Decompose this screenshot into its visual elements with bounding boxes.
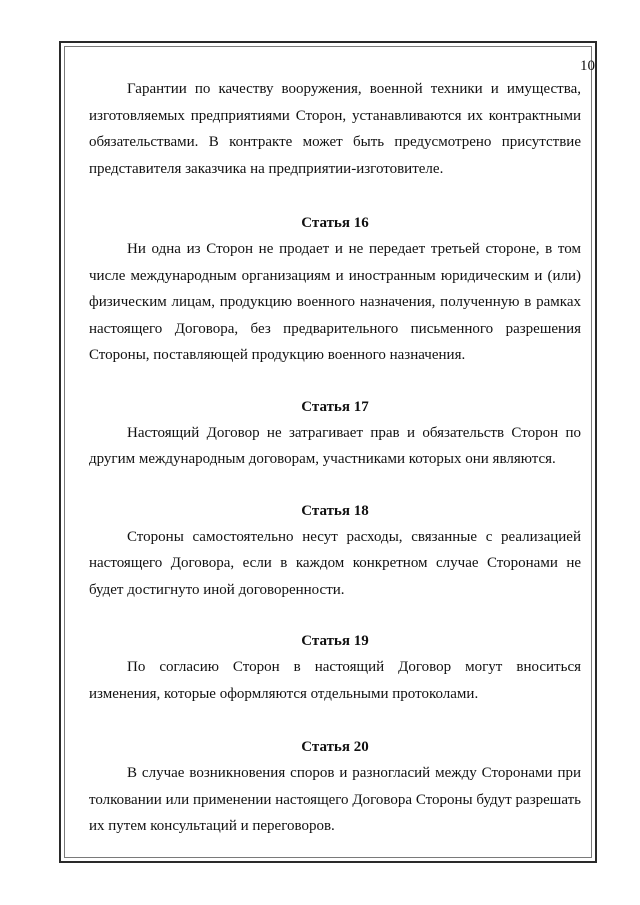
article-18-heading: Статья 18 xyxy=(301,502,369,519)
document-page xyxy=(89,58,595,840)
article-17-heading: Статья 17 xyxy=(301,398,369,415)
article-20-heading: Статья 20 xyxy=(301,739,369,755)
article-19-text: По согласию Сторон в настоящий Договор могут вноситься изменения, которые оформляются отдельными протоколами. xyxy=(89,659,581,702)
article-16-text: Ни одна из Сторон не продает и не передает третьей стороне, в том числе международным организациям и иностранным юридическим и (или) физическим лицам, продукцию военного назначения, полученную в рамках настоящего Договора, без предварительного письменного разрешения Стороны, поставляющей продукцию военного назначения. xyxy=(89,241,581,363)
article-16-heading: Статья 16 xyxy=(301,215,369,231)
page-number: 10 xyxy=(580,58,595,74)
article-17-text: Настоящий Договор не затрагивает прав и обязательств Сторон по другим международным договорам, участниками которых они являются. xyxy=(89,424,581,467)
article-19-heading: Статья 19 xyxy=(301,633,369,649)
paragraph-guarantees: Гарантии по качеству вооружения, военной техники и имущества, изготовляемых предприятиями Сторон, устанавливаются их контрактными обязательствами. В контракте может быть предусмотрено присутствие представителя заказчика на предприятии-изготовителе. xyxy=(89,81,581,177)
article-18-text: Стороны самостоятельно несут расходы, связанные с реализацией настоящего Договора, если в каждом конкретном случае Сторонами не будет достигнуто иной договоренности. xyxy=(89,528,581,598)
article-20-text: В случае возникновения споров и разногласий между Сторонами при толковании или применении настоящего Договора Стороны будут разрешать их путем консультаций и переговоров. xyxy=(89,765,581,834)
